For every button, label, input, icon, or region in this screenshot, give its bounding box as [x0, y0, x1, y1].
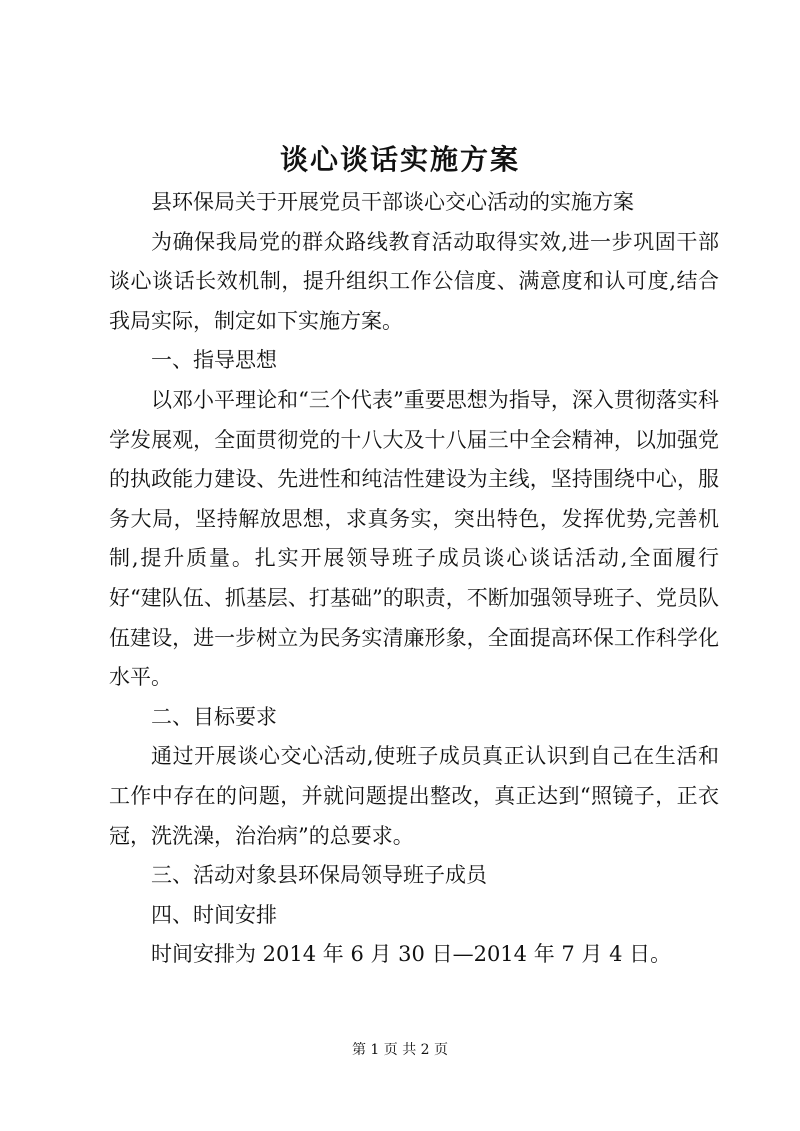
paragraph-subtitle: 县环保局关于开展党员干部谈心交心活动的实施方案	[151, 190, 634, 214]
page-number-footer: 第 1 页 共 2 页	[351, 1042, 449, 1058]
paragraph-schedule: 时间安排为 2014 年 6 月 30 日—2014 年 7 月 4 日。	[151, 942, 672, 967]
paragraph-intro: 为确保我局党的群众路线教育活动取得实效,进一步巩固干部谈心谈话长效机制，提升组织工作公信度、满意度和认可度,结合我局实际，制定如下实施方案。	[109, 229, 719, 333]
document-title: 谈心谈话实施方案	[279, 143, 520, 176]
section-heading-schedule: 四、时间安排	[151, 902, 277, 927]
document-body	[109, 183, 719, 975]
section-heading-participants: 三、活动对象县环保局领导班子成员	[151, 863, 487, 888]
paragraph-goals: 通过开展谈心交心活动,使班子成员真正认识到自己在生活和工作中存在的问题，并就问题提出整改，真正达到“照镜子，正衣冠，洗洗澡，治治病”的总要求。	[109, 744, 719, 848]
section-heading-goals: 二、目标要求	[151, 704, 277, 729]
paragraph-guiding-ideology: 以邓小平理论和“三个代表”重要思想为指导，深入贯彻落实科学发展观，全面贯彻党的十八大及十八届三中全会精神，以加强党的执政能力建设、先进性和纯洁性建设为主线，坚持围绕中心，服务大局，坚持解放思想，求真务实，突出特色，发挥优势,完善机制,提升质量。扎实开展领导班子成员谈心谈话活动,全面履行好“建队伍、抓基层、打基础”的职责，不断加强领导班子、党员队伍建设，进一步树立为民务实清廉形象，全面提高环保工作科学化水平。	[109, 387, 719, 690]
section-heading-guiding-ideology: 一、指导思想	[151, 348, 277, 373]
